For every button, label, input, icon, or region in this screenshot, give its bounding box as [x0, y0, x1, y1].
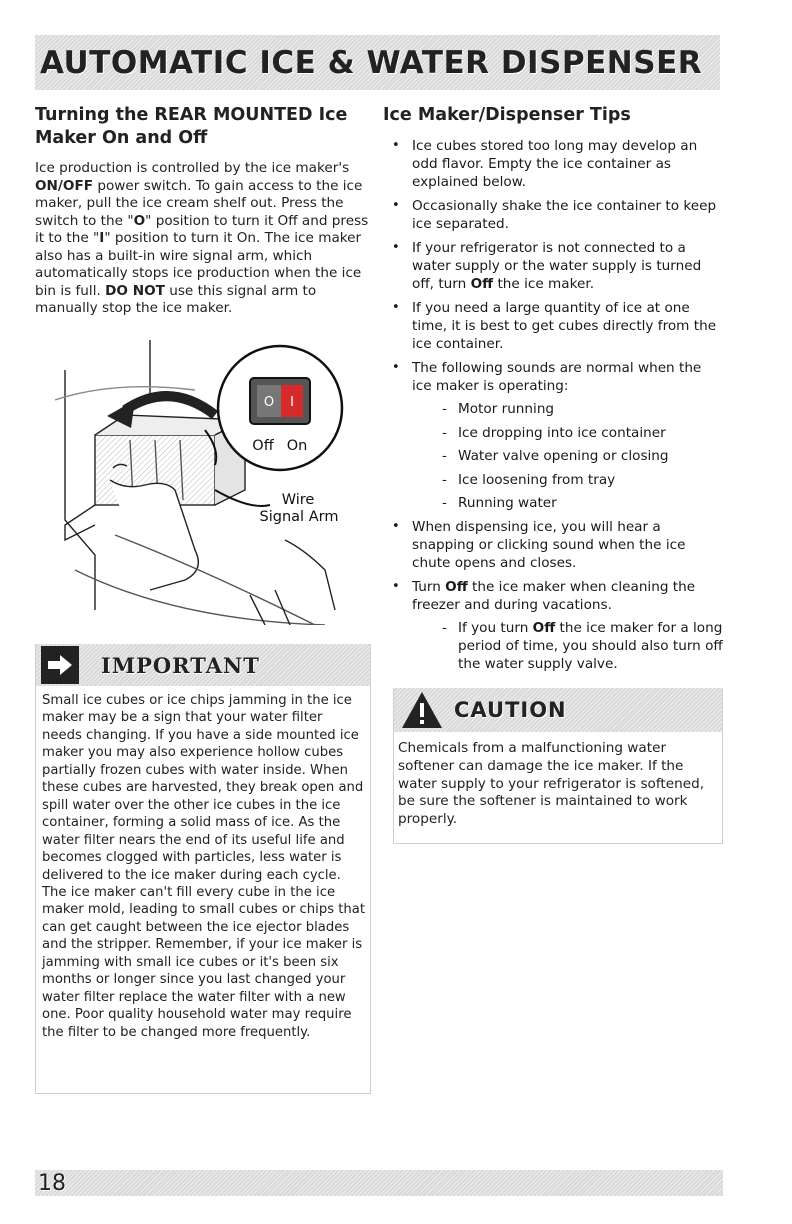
caution-notice: [393, 688, 723, 844]
text-run: the ice maker when cleaning the freezer and during vacations.: [412, 579, 696, 613]
text-run: " position to turn it Off and press it to the ": [35, 212, 369, 246]
caution-title: CAUTION: [454, 698, 567, 722]
label-wire: Wire: [281, 492, 315, 508]
warning-icon: [400, 690, 444, 730]
text-run-bold: I: [99, 230, 105, 246]
text-run-bold: ON/OFF: [35, 177, 94, 194]
page-banner: [35, 35, 720, 90]
text-run: Turn: [412, 579, 446, 595]
section-heading-tips: Ice Maker/Dispenser Tips: [383, 105, 631, 125]
important-header: [36, 644, 370, 686]
list-item: [383, 359, 723, 512]
caution-header: [394, 688, 722, 732]
text-run: " position to turn it On. The ice maker also has a built-in wire signal arm, which automatically stops ice production when the ice bin is full.: [35, 230, 362, 299]
text-run: the ice maker for a long period of time, you should also turn off the water supply valve.: [458, 620, 723, 672]
important-text: Small ice cubes or ice chips jamming in the ice maker may be a sign that your water filter needs changing. If you have a side mounted ice maker you may also experience hollow cubes partially frozen cubes with water inside. When these cubes are harvested, they break open and spill water over the other ice cubes in the ice container, forming a solid mass of ice. As the water filter nears the end of its useful life and becomes clogged with particles, less water is delivered to the ice maker during each cycle. The ice maker can't fill every cube in the ice maker mold, leading to small cubes or chips that can get caught between the ice ejector blades and the stripper. Remember, if your ice maker is jamming with small ice cubes or it's been six months or longer since you last changed your water filter replace the water filter with a new one. Poor quality household water may require the filter to be changed more frequently.: [42, 693, 366, 1040]
sound-item: - Ice loosening from tray: [412, 471, 723, 489]
heading-line-1: Turning the REAR MOUNTED Ice: [35, 105, 348, 125]
sub-list: [412, 619, 723, 673]
caution-text: Chemicals from a malfunctioning water softener can damage the ice maker. If the water supply to your refrigerator is softened, be sure the softener is maintained to work properly.: [398, 740, 705, 828]
page-title: AUTOMATIC ICE & WATER DISPENSER: [40, 44, 703, 81]
text-run: Ice production is controlled by the ice maker's: [35, 160, 350, 176]
text-run-bold: Off: [532, 620, 556, 636]
label-signal-arm: Signal Arm: [259, 509, 339, 525]
sounds-list: [412, 400, 723, 512]
text-run: power switch. To gain access to the ice maker, pull the ice cream shelf out. Press the switch to the ": [35, 177, 363, 229]
list-item: • If you need a large quantity of ice at one time, it is best to get cubes directly from the ice container.: [383, 299, 723, 353]
text-run: If you turn: [458, 620, 533, 636]
switch-on-symbol: I: [290, 395, 294, 410]
important-notice: [35, 644, 371, 1094]
sound-item: - Water valve opening or closing: [412, 447, 723, 465]
sub-item: [412, 619, 723, 673]
list-item: • When dispensing ice, you will hear a snapping or clicking sound when the ice chute opens and closes.: [383, 518, 723, 572]
list-item: • Ice cubes stored too long may develop an odd flavor. Empty the ice container as explained below.: [383, 137, 723, 191]
right-column: [383, 104, 723, 679]
heading-line-2: Maker On and Off: [35, 128, 208, 148]
text-run-bold: O: [133, 212, 146, 229]
text-run: If your refrigerator is not connected to a water supply or the water supply is turned off, turn: [412, 240, 702, 292]
switch-off-symbol: O: [263, 395, 275, 410]
text-run: use this signal arm to manually stop the ice maker.: [35, 282, 317, 316]
important-title: IMPORTANT: [101, 652, 260, 678]
text-run-bold: Off: [470, 276, 494, 292]
list-item: [383, 578, 723, 673]
section-heading-ice-maker-on-off: [35, 104, 373, 150]
text-run-bold: DO NOT: [105, 282, 165, 299]
list-item: • Occasionally shake the ice container to keep ice separated.: [383, 197, 723, 233]
ice-maker-instructions: [35, 160, 373, 318]
tips-list: [383, 137, 723, 673]
label-off: Off: [252, 438, 274, 454]
text-run: the ice maker.: [493, 276, 595, 292]
text-run-bold: Off: [445, 579, 468, 595]
text-run: The following sounds are normal when the ice maker is operating:: [412, 360, 702, 394]
page-footer: [35, 1170, 723, 1196]
left-column: [35, 104, 373, 318]
label-on: On: [286, 438, 308, 454]
list-item: [383, 239, 723, 293]
sound-item: - Motor running: [412, 400, 723, 418]
ice-maker-illustration: [55, 340, 355, 625]
sound-item: - Running water: [412, 494, 723, 512]
arrow-right-icon: [41, 646, 79, 684]
sound-item: - Ice dropping into ice container: [412, 424, 723, 442]
page-number: 18: [38, 1170, 66, 1196]
ice-maker-drawing: [55, 340, 355, 625]
